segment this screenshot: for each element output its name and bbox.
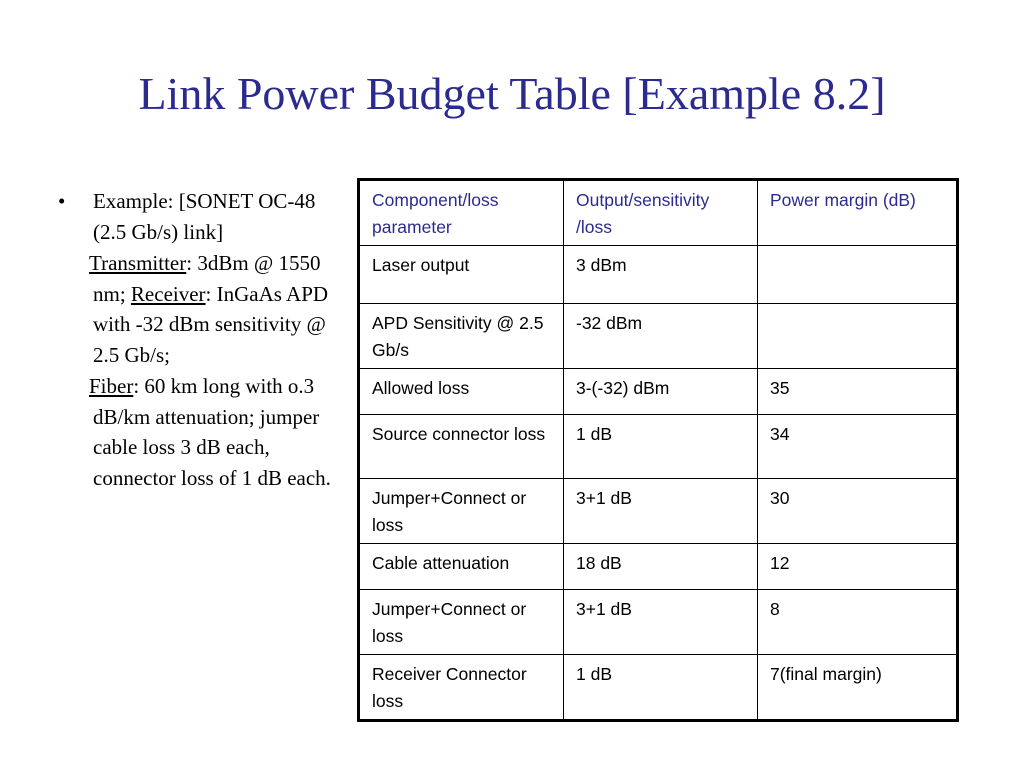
fiber-label: Fiber <box>89 374 134 398</box>
bullet-item <box>58 186 348 247</box>
transmitter-receiver-paragraph <box>58 248 348 370</box>
table-row <box>359 304 958 369</box>
transmitter-label: Transmitter <box>89 251 187 275</box>
table-header-cell: Power margin (dB) <box>758 180 958 246</box>
table-cell: Cable attenuation <box>359 544 564 590</box>
power-budget-table <box>357 178 959 722</box>
table-cell: 1 dB <box>564 415 758 479</box>
table-cell: APD Sensitivity @ 2.5 Gb/s <box>359 304 564 369</box>
table-cell: 35 <box>758 369 958 415</box>
table-row <box>359 655 958 721</box>
table-cell: 34 <box>758 415 958 479</box>
table-cell: 18 dB <box>564 544 758 590</box>
bullet-symbol: • <box>58 189 66 213</box>
fiber-paragraph <box>58 371 348 493</box>
table-cell: 3-(-32) dBm <box>564 369 758 415</box>
table-cell: Receiver Connector loss <box>359 655 564 721</box>
table-header-row <box>359 180 958 246</box>
bullet-lead: Example: [SONET OC-48 (2.5 Gb/s) link] <box>93 189 316 244</box>
fiber-text: : 60 km long with o.3 dB/km attenuation; jumper cable loss 3 dB each, connector loss of 1 dB each. <box>93 374 331 490</box>
table-cell: 8 <box>758 590 958 655</box>
table-cell: 1 dB <box>564 655 758 721</box>
table-row <box>359 590 958 655</box>
table-cell: 12 <box>758 544 958 590</box>
power-budget-table-body <box>359 180 958 721</box>
table-cell: 3+1 dB <box>564 479 758 544</box>
bullet-list <box>58 186 348 493</box>
table-row <box>359 479 958 544</box>
table-cell: 3+1 dB <box>564 590 758 655</box>
table-header-cell: Component/loss parameter <box>359 180 564 246</box>
table-row <box>359 369 958 415</box>
table-row <box>359 246 958 304</box>
table-cell: 7(final margin) <box>758 655 958 721</box>
table-cell: Laser output <box>359 246 564 304</box>
table-cell: 3 dBm <box>564 246 758 304</box>
table-cell <box>758 304 958 369</box>
table-cell: -32 dBm <box>564 304 758 369</box>
receiver-text: : InGaAs APD with -32 dBm sensitivity @ 2.5 Gb/s; <box>93 281 329 367</box>
table-cell: Jumper+Connect or loss <box>359 479 564 544</box>
table-header-cell: Output/sensitivity /loss <box>564 180 758 246</box>
table-row <box>359 415 958 479</box>
table-cell: Source connector loss <box>359 415 564 479</box>
slide-title: Link Power Budget Table [Example 8.2] <box>138 68 886 119</box>
table-cell <box>758 246 958 304</box>
transmitter-text: : 3dBm @ 1550 nm; <box>93 251 321 306</box>
table-cell: 30 <box>758 479 958 544</box>
table-row <box>359 544 958 590</box>
receiver-label: Receiver <box>130 281 206 306</box>
table-cell: Jumper+Connect or loss <box>359 590 564 655</box>
table-cell: Allowed loss <box>359 369 564 415</box>
